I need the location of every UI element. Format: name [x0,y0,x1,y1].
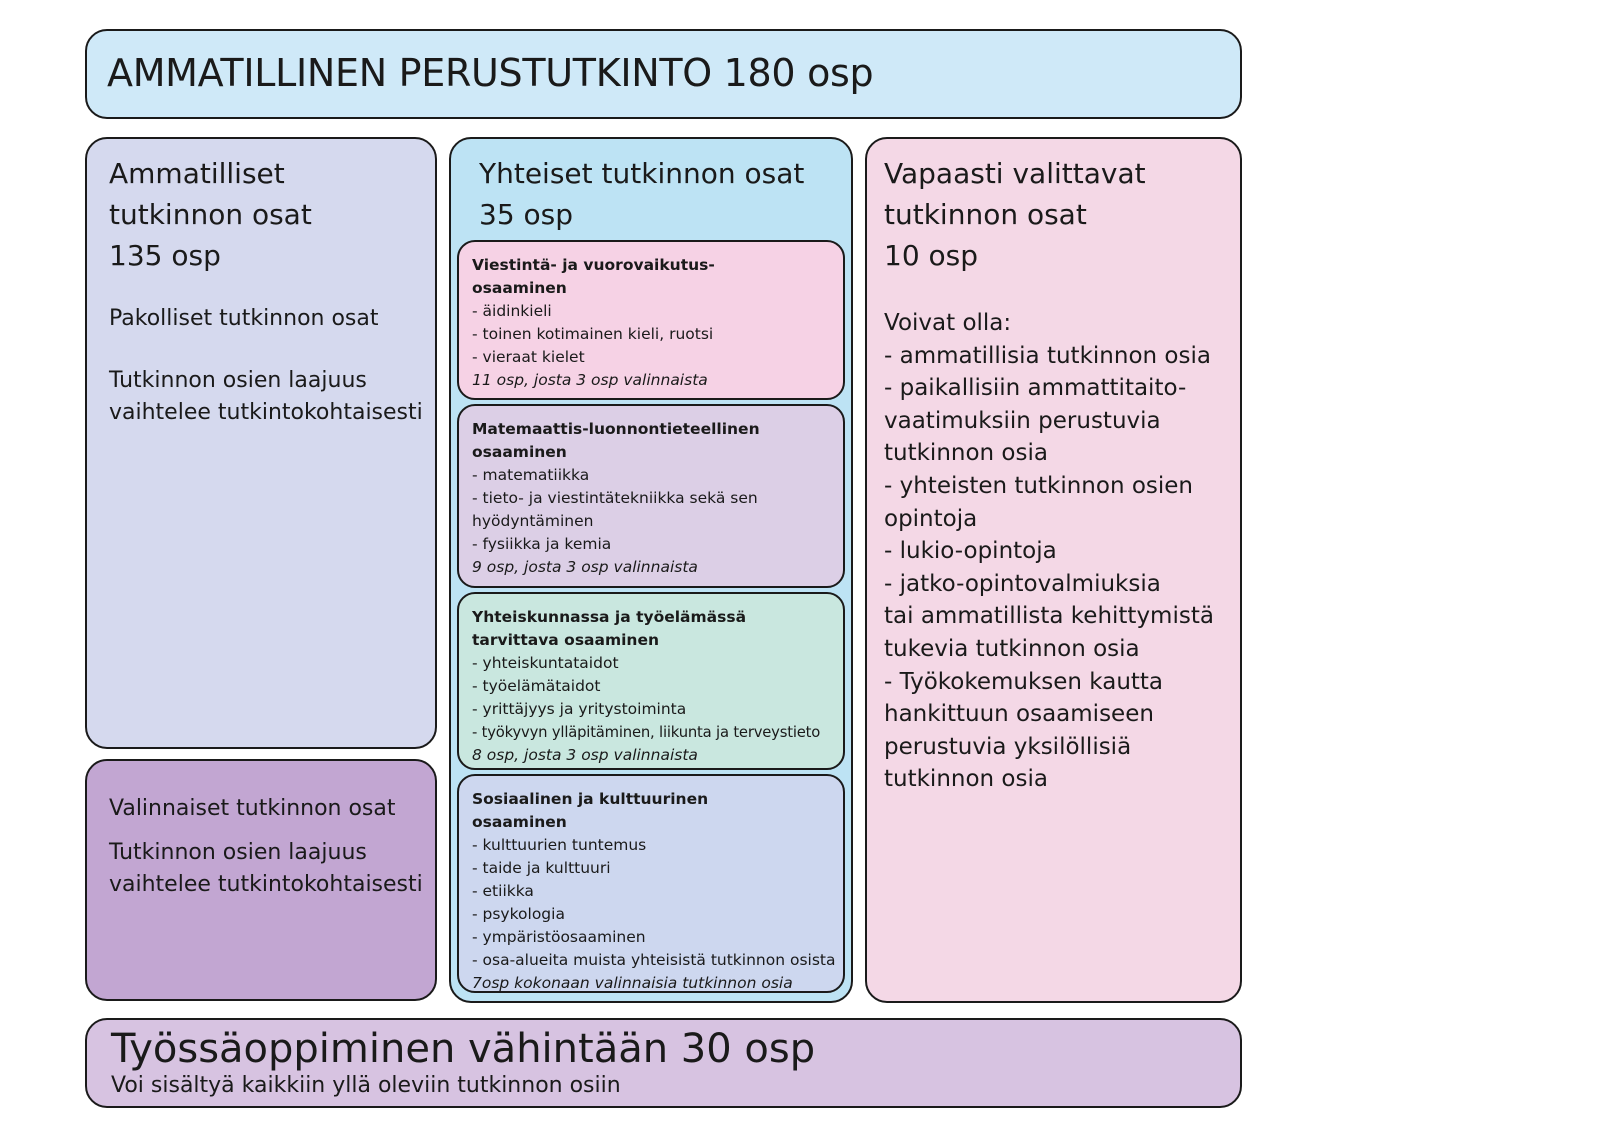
list-item: hankittuun osaamiseen [884,701,1154,728]
list-item: - vieraat kielet [472,348,585,366]
list-item: - yhteiskuntataidot [472,654,619,672]
page-title: AMMATILLINEN PERUSTUTKINTO 180 osp [107,51,874,95]
free-choice-parts-box [865,137,1242,1003]
credits-note: 11 osp, josta 3 osp valinnaista [472,371,708,389]
work-based-learning-banner [85,1018,1242,1108]
optional-scope-text: Tutkinnon osien laajuus vaihtelee tutkintokohtaisesti [109,840,423,897]
list-item: hyödyntäminen [472,512,594,530]
list-item: - taide ja kulttuuri [472,859,611,877]
list-item: - yhteisten tutkinnon osien [884,472,1194,499]
list-item: - tieto- ja viestintätekniikka sekä sen [472,489,758,507]
common-parts-heading: Yhteiset tutkinnon osat 35 osp [479,157,805,231]
common-parts-box [449,137,853,1003]
free-choice-list [884,307,1214,796]
list-item: tai ammatillista kehittymistä [884,603,1214,630]
mandatory-parts-label: Pakolliset tutkinnon osat [109,306,379,331]
list-item: - toinen kotimainen kieli, ruotsi [472,325,714,343]
list-item: tutkinnon osia [884,440,1048,467]
list-item: - paikallisiin ammattitaito- [884,375,1187,402]
list-item: - työelämätaidot [472,677,601,695]
list-item: - Työkokemuksen kautta [884,668,1164,695]
math-science-group: Matemaattis-luonnontieteellinen osaaminen - matematiikka - tieto- ja viestintätekniikka sekä sen hyödyntäminen - fysiikka ja kemia 9 osp, josta 3 osp valinnaista [457,404,845,588]
list-item: - psykologia [472,905,565,923]
list-item: - yrittäjyys ja yritystoiminta [472,700,687,718]
credits-note: 8 osp, josta 3 osp valinnaista [472,746,698,764]
vocational-heading: Ammatilliset tutkinnon osat 135 osp [109,157,312,272]
mandatory-scope-text: Tutkinnon osien laajuus vaihtelee tutkintokohtaisesti [109,368,423,425]
society-worklife-group: Yhteiskunnassa ja työelämässä tarvittava osaaminen - yhteiskuntataidot - työelämätaidot - yrittäjyys ja yritystoiminta - työkyvyn ylläpitäminen, liikunta ja terveystieto 8 osp, josta 3 osp valinnaista [457,592,845,770]
list-item: - fysiikka ja kemia [472,535,612,553]
list-item: - kulttuurien tuntemus [472,836,647,854]
list-item: - etiikka [472,882,534,900]
list-item: vaatimuksiin perustuvia [884,407,1161,434]
list-item: - ammatillisia tutkinnon osia [884,342,1211,369]
list-item: opintoja [884,505,978,532]
list-item: Voivat olla: [884,310,1012,336]
list-item: - matematiikka [472,466,590,484]
list-item: - osa-alueita muista yhteisistä tutkinnon osista [472,951,836,969]
free-choice-heading: Vapaasti valittavat tutkinnon osat 10 osp [884,157,1146,272]
communication-group: Viestintä- ja vuorovaikutus- osaaminen - äidinkieli - toinen kotimainen kieli, ruotsi - vieraat kielet 11 osp, josta 3 osp valinnaista [457,240,845,400]
credits-note: 7osp kokonaan valinnaisia tutkinnon osia [472,974,793,992]
list-item: - äidinkieli [472,302,552,320]
title-banner [85,29,1242,119]
work-based-learning-title: Työssäoppiminen vähintään 30 osp [111,1026,816,1072]
list-item: - jatko-opintovalmiuksia [884,570,1161,597]
list-item: tukevia tutkinnon osia [884,635,1140,662]
credits-note: 9 osp, josta 3 osp valinnaista [472,558,698,576]
list-item: tutkinnon osia [884,766,1048,793]
vocational-parts-box [85,137,437,749]
optional-parts-label: Valinnaiset tutkinnon osat [109,796,396,821]
optional-parts-box [85,759,437,1001]
work-based-learning-subtitle: Voi sisältyä kaikkiin yllä oleviin tutkinnon osiin [111,1073,621,1098]
social-cultural-group: Sosiaalinen ja kulttuurinen osaaminen - kulttuurien tuntemus - taide ja kulttuuri - etiikka - psykologia - ympäristöosaaminen - osa-alueita muista yhteisistä tutkinnon osista 7osp kokonaan valinnaisia tutkinnon osia [457,774,845,993]
list-item: perustuvia yksilöllisiä [884,733,1132,760]
list-item: - lukio-opintoja [884,538,1057,565]
list-item: - ympäristöosaaminen [472,928,646,946]
list-item: - työkyvyn ylläpitäminen, liikunta ja terveystieto [472,724,821,741]
